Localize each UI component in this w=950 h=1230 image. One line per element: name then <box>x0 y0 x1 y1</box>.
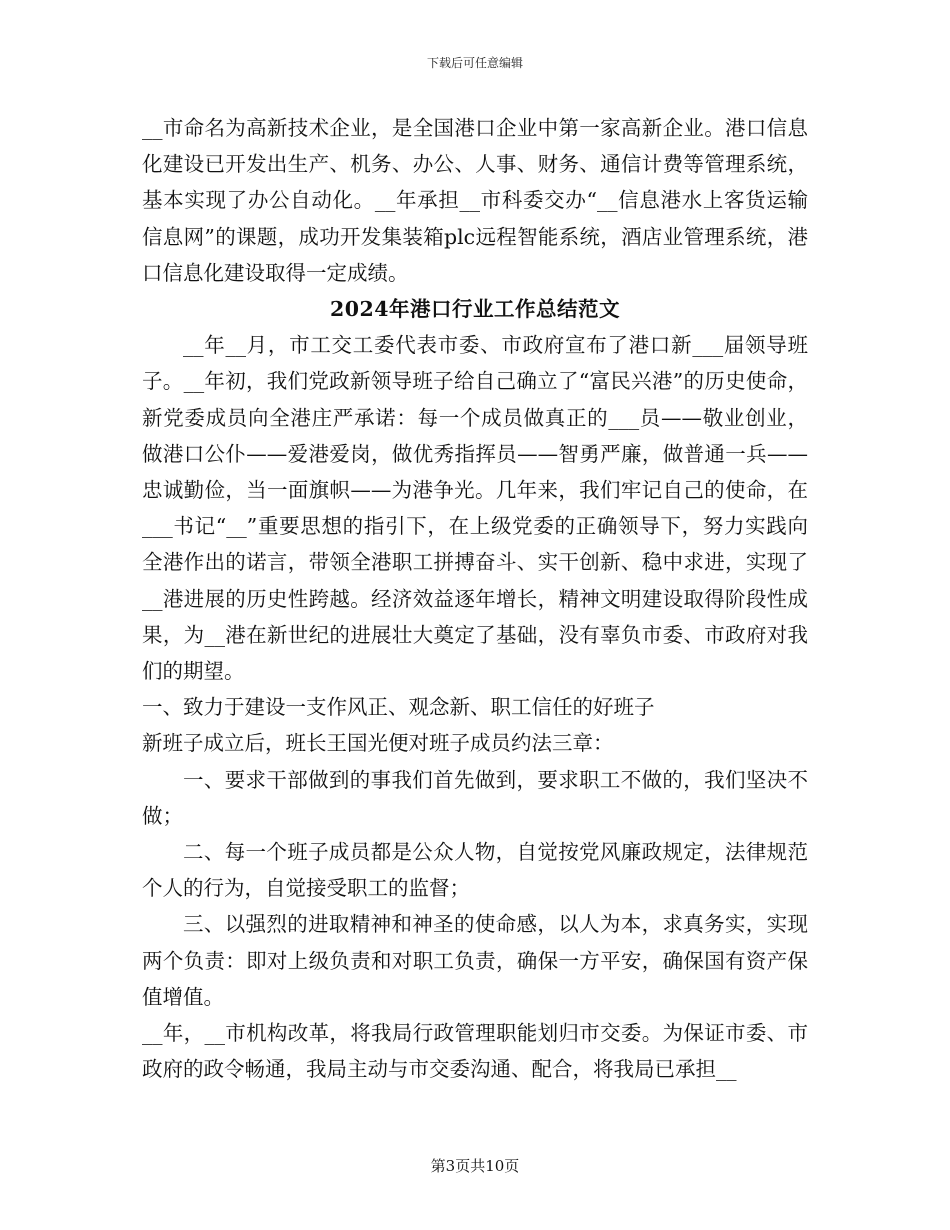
rule-item-3: 三、以强烈的进取精神和神圣的使命感，以人为本，求真务实，实现两个负责：即对上级负责和对职工负责，确保一方平安，确保国有资产保值增值。 <box>142 912 808 1009</box>
page-number: 第3页共10页 <box>430 1157 520 1175</box>
document-title: 2024年港口行业工作总结范文 <box>329 297 621 322</box>
page-header: 下载后可任意编辑 <box>426 56 523 70</box>
paragraph-intro: __年__月，市工交工委代表市委、市政府宣布了港口新___届领导班子。__年初，我们党政新领导班子给自己确立了“富民兴港”的历史使命，新党委成员向全港庄严承诺：每一个成员做真正的___员——敬业创业，做港口公仆——爱港爱岗，做优秀指挥员——智勇严廉，做普通一兵——忠诚勤俭，当一面旗帜——为港争光。几年来，我们牢记自己的使命，在___书记“__”重要思想的指引下，在上级党委的正确领导下，努力实践向全港作出的诺言，带领全港职工拼搏奋斗、实干创新、稳中求进，实现了__港进展的历史性跨越。经济效益逐年增长，精神文明建设取得阶段性成果，为__港在新世纪的进展壮大奠定了基础，没有辜负市委、市政府对我们的期望。 <box>142 333 808 684</box>
document-body <box>142 110 808 1087</box>
paragraph-continuation: __市命名为高新技术企业，是全国港口企业中第一家高新企业。港口信息化建设已开发出生产、机务、办公、人事、财务、通信计费等管理系统，基本实现了办公自动化。__年承担__市科委交办“__信息港水上客货运输信息网”的课题，成功开发集装箱plc远程智能系统，酒店业管理系统，港口信息化建设取得一定成绩。 <box>142 116 808 285</box>
section-heading: 一、致力于建设一支作风正、观念新、职工信任的好班子 <box>142 695 655 720</box>
rule-item-1: 一、要求干部做到的事我们首先做到，要求职工不做的，我们坚决不做； <box>142 767 808 828</box>
paragraph-rules-intro: 新班子成立后，班长王国光便对班子成员约法三章： <box>142 731 614 756</box>
rule-item-2: 二、每一个班子成员都是公众人物，自觉按党风廉政规定，法律规范个人的行为，自觉接受职工的监督； <box>142 840 808 901</box>
paragraph-reform: __年，__市机构改革，将我局行政管理职能划归市交委。为保证市委、市政府的政令畅通，我局主动与市交委沟通、配合，将我局已承担__ <box>142 1021 808 1082</box>
